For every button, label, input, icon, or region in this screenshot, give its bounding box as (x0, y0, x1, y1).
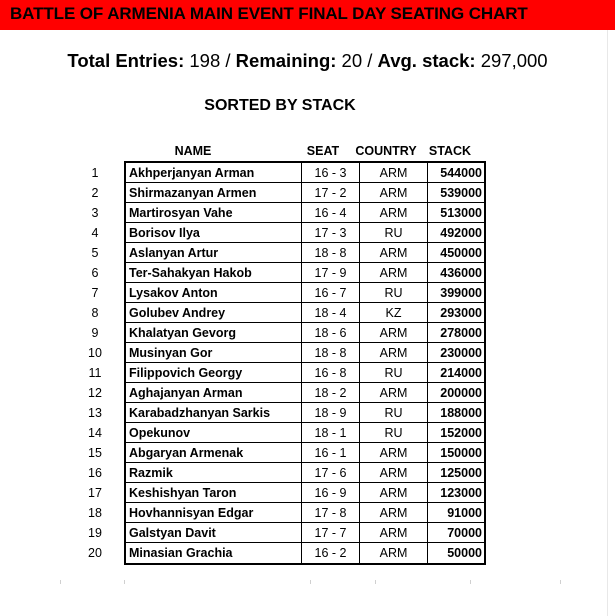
rank-column (82, 163, 108, 563)
country-cell: ARM (360, 523, 428, 543)
seat-cell: 18 - 8 (302, 243, 360, 263)
country-cell: RU (360, 423, 428, 443)
seat-cell: 16 - 8 (302, 363, 360, 383)
rank-number: 18 (88, 506, 102, 520)
rank-number: 7 (91, 286, 99, 300)
player-name: Razmik (126, 463, 302, 483)
rank-number: 1 (91, 166, 99, 180)
table-row (126, 223, 484, 243)
country-cell: ARM (360, 243, 428, 263)
country-cell: ARM (360, 443, 428, 463)
player-name: Lysakov Anton (126, 283, 302, 303)
page-title: BATTLE OF ARMENIA MAIN EVENT FINAL DAY SEATING CHART (10, 4, 528, 23)
seat-cell: 17 - 8 (302, 503, 360, 523)
country-cell: ARM (360, 163, 428, 183)
tournament-summary (0, 50, 615, 72)
separator: / (225, 50, 231, 71)
stack-cell: 513000 (428, 203, 484, 223)
player-name: Musinyan Gor (126, 343, 302, 363)
player-name: Aslanyan Artur (126, 243, 302, 263)
rank-number: 19 (88, 526, 102, 540)
stack-cell: 214000 (428, 363, 484, 383)
avg-stack-value: 297,000 (480, 50, 548, 71)
rank-number: 12 (88, 386, 102, 400)
table-row (126, 463, 484, 483)
sort-label: SORTED BY STACK (204, 97, 356, 114)
stack-cell: 399000 (428, 283, 484, 303)
sheet-gridline (124, 580, 125, 584)
player-name: Karabadzhanyan Sarkis (126, 403, 302, 423)
table-row (126, 483, 484, 503)
seat-cell: 17 - 6 (302, 463, 360, 483)
table-row (126, 343, 484, 363)
table-row (126, 323, 484, 343)
seat-cell: 18 - 6 (302, 323, 360, 343)
seat-cell: 18 - 4 (302, 303, 360, 323)
stack-cell: 123000 (428, 483, 484, 503)
country-cell: ARM (360, 343, 428, 363)
seat-cell: 18 - 8 (302, 343, 360, 363)
seat-cell: 17 - 3 (302, 223, 360, 243)
country-cell: ARM (360, 203, 428, 223)
table-row (126, 263, 484, 283)
stack-cell: 278000 (428, 323, 484, 343)
rank-number: 6 (91, 266, 99, 280)
seating-table (124, 161, 486, 565)
seat-cell: 16 - 1 (302, 443, 360, 463)
stack-cell: 152000 (428, 423, 484, 443)
table-row (126, 183, 484, 203)
stack-cell: 91000 (428, 503, 484, 523)
stack-cell: 492000 (428, 223, 484, 243)
stack-cell: 436000 (428, 263, 484, 283)
rank-number: 14 (88, 426, 102, 440)
sheet-gridline (560, 580, 561, 584)
stack-cell: 450000 (428, 243, 484, 263)
player-name: Opekunov (126, 423, 302, 443)
rank-number: 4 (91, 226, 99, 240)
player-name: Borisov Ilya (126, 223, 302, 243)
seat-cell: 16 - 4 (302, 203, 360, 223)
player-name: Khalatyan Gevorg (126, 323, 302, 343)
table-row (126, 363, 484, 383)
table-row (126, 543, 484, 563)
rank-number: 5 (91, 246, 99, 260)
seat-cell: 16 - 3 (302, 163, 360, 183)
column-header-seat: SEAT (306, 144, 340, 158)
table-row (126, 163, 484, 183)
player-name: Ter-Sahakyan Hakob (126, 263, 302, 283)
sheet-gridline (310, 580, 311, 584)
seat-cell: 18 - 9 (302, 403, 360, 423)
country-cell: ARM (360, 183, 428, 203)
stack-cell: 200000 (428, 383, 484, 403)
rank-number: 13 (88, 406, 102, 420)
country-cell: RU (360, 283, 428, 303)
country-cell: ARM (360, 483, 428, 503)
table-row (126, 383, 484, 403)
country-cell: RU (360, 223, 428, 243)
table-row (126, 303, 484, 323)
sheet-gridline (375, 580, 376, 584)
player-name: Aghajanyan Arman (126, 383, 302, 403)
seat-cell: 17 - 2 (302, 183, 360, 203)
seat-cell: 18 - 1 (302, 423, 360, 443)
player-name: Minasian Grachia (126, 543, 302, 563)
player-name: Filippovich Georgy (126, 363, 302, 383)
entries-label: Total Entries: (67, 50, 185, 71)
player-name: Galstyan Davit (126, 523, 302, 543)
table-row (126, 283, 484, 303)
stack-cell: 539000 (428, 183, 484, 203)
stack-cell: 293000 (428, 303, 484, 323)
player-name: Keshishyan Taron (126, 483, 302, 503)
stack-cell: 150000 (428, 443, 484, 463)
country-cell: ARM (360, 543, 428, 563)
stack-cell: 544000 (428, 163, 484, 183)
title-banner (0, 0, 615, 30)
seat-cell: 18 - 2 (302, 383, 360, 403)
stack-cell: 70000 (428, 523, 484, 543)
rank-number: 10 (88, 346, 102, 360)
stack-cell: 125000 (428, 463, 484, 483)
table-row (126, 243, 484, 263)
avg-stack-label: Avg. stack: (377, 50, 476, 71)
player-name: Shirmazanyan Armen (126, 183, 302, 203)
player-name: Golubev Andrey (126, 303, 302, 323)
seat-cell: 16 - 7 (302, 283, 360, 303)
country-cell: ARM (360, 503, 428, 523)
seat-cell: 17 - 7 (302, 523, 360, 543)
rank-number: 9 (91, 326, 99, 340)
separator: / (367, 50, 373, 71)
seat-cell: 16 - 9 (302, 483, 360, 503)
country-cell: RU (360, 363, 428, 383)
seat-cell: 16 - 2 (302, 543, 360, 563)
player-name: Abgaryan Armenak (126, 443, 302, 463)
column-header-stack: STACK (428, 144, 472, 158)
stack-cell: 50000 (447, 546, 482, 560)
country-cell: ARM (360, 463, 428, 483)
rank-number: 8 (91, 306, 99, 320)
column-header-name: NAME (174, 144, 212, 158)
sheet-gridline (607, 30, 608, 616)
player-name: Martirosyan Vahe (126, 203, 302, 223)
rank-number: 20 (88, 546, 102, 560)
country-cell: RU (360, 403, 428, 423)
rank-number: 3 (91, 206, 99, 220)
table-row (126, 423, 484, 443)
remaining-value: 20 (341, 50, 363, 71)
table-row (126, 203, 484, 223)
entries-value: 198 (189, 50, 221, 71)
rank-number: 2 (91, 186, 99, 200)
table-row (126, 443, 484, 463)
seat-cell: 17 - 9 (302, 263, 360, 283)
country-cell: KZ (360, 303, 428, 323)
sheet-gridline (60, 580, 61, 584)
country-cell: ARM (360, 263, 428, 283)
table-row (126, 503, 484, 523)
column-header-country: COUNTRY (355, 144, 417, 158)
table-row (126, 523, 484, 543)
country-cell: ARM (360, 323, 428, 343)
rank-number: 16 (88, 466, 102, 480)
remaining-label: Remaining: (235, 50, 337, 71)
rank-number: 11 (88, 366, 102, 380)
rank-number: 17 (88, 486, 102, 500)
player-name: Akhperjanyan Arman (126, 163, 302, 183)
stack-cell: 188000 (428, 403, 484, 423)
rank-number: 15 (88, 446, 102, 460)
stack-cell: 230000 (428, 343, 484, 363)
sheet-gridline (470, 580, 471, 584)
country-cell: ARM (360, 383, 428, 403)
player-name: Hovhannisyan Edgar (126, 503, 302, 523)
table-row (126, 403, 484, 423)
